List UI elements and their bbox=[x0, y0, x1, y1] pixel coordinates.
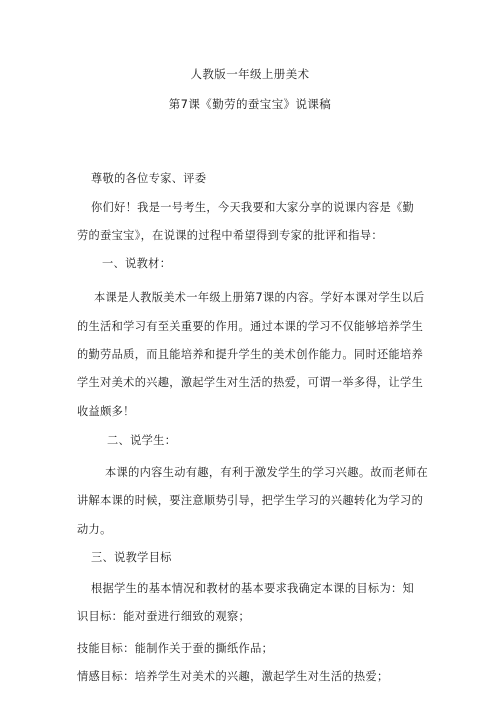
intro-line: 你们好！我是一号考生，今天我要和大家分享的说课内容是《勤 bbox=[91, 201, 415, 214]
intro-line: 劳的蚕宝宝》，在说课的过程中希望得到专家的批评和指导： bbox=[77, 229, 383, 242]
paragraph-line: 收益颇多！ bbox=[77, 405, 135, 418]
paragraph-line: 的勤劳品质，而且能培养和提升学生的美术创作能力。同时还能培养 bbox=[77, 348, 424, 361]
section-heading: 一、说教材： bbox=[102, 257, 172, 270]
doc-subtitle: 第7课《勤劳的蚕宝宝》说课稿 bbox=[168, 97, 332, 111]
paragraph-line: 技能目标：能制作关于蚕的撕纸作品； bbox=[77, 642, 274, 655]
paragraph-line: 学生对美术的兴趣，激起学生对生活的热爱，可谓一举多得，让学生 bbox=[77, 376, 424, 389]
greeting: 尊敬的各位专家、评委 bbox=[91, 172, 207, 185]
paragraph-line: 讲解本课的时候，要注意顺势引导，把学生学习的兴趣转化为学习的 bbox=[77, 494, 424, 507]
paragraph-line: 的生活和学习有至关重要的作用。通过本课的学习不仅能够培养学生 bbox=[77, 320, 424, 333]
paragraph-line: 根据学生的基本情况和教材的基本要求我确定本课的目标为：知 bbox=[91, 582, 415, 595]
paragraph-line: 情感目标：培养学生对美术的兴趣，激起学生对生活的热爱； bbox=[77, 670, 389, 683]
paragraph-line: 动力。 bbox=[77, 523, 112, 536]
section-heading: 三、说教学目标 bbox=[91, 551, 172, 564]
doc-title: 人教版一年级上册美术 bbox=[190, 67, 310, 81]
paragraph-line: 本课的内容生动有趣，有利于激发学生的学习兴趣。故而老师在 bbox=[105, 466, 429, 479]
paragraph-line: 识目标：能对蚕进行细致的观察； bbox=[77, 610, 251, 623]
paragraph-line: 本课是人教版美术一年级上册第7课的内容。学好本课对学生以后 bbox=[94, 291, 425, 304]
section-heading: 二、说学生： bbox=[107, 434, 177, 447]
